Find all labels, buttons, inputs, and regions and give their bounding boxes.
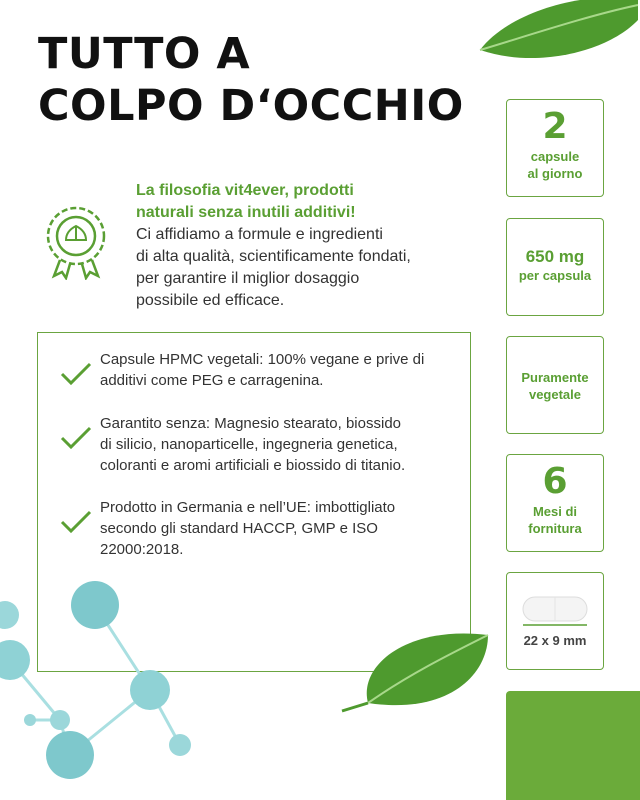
feature-item xyxy=(58,497,458,560)
feature-line: additivi come PEG e carragenina. xyxy=(100,372,324,389)
feature-item xyxy=(58,349,458,391)
title-line-2: COLPO D‘OCCHIO xyxy=(38,81,464,131)
size-label: 22 x 9 mm xyxy=(523,633,587,648)
intro-headline-2: naturali senza inutili additivi! xyxy=(136,204,356,221)
weight-amount: 650 mg xyxy=(525,247,585,266)
feature-line: Garantito senza: Magnesio stearato, biossido xyxy=(100,415,402,432)
feature-line: secondo gli standard HACCP, GMP e ISO xyxy=(100,520,378,537)
card-weight xyxy=(506,218,604,316)
intro-headline-1: La filosofia vit4ever, prodotti xyxy=(136,182,354,199)
card-size xyxy=(506,572,604,670)
weight-label: per capsula xyxy=(518,268,592,283)
green-block xyxy=(506,691,640,800)
dose-line-2: al giorno xyxy=(527,166,583,181)
supply-line-2: fornitura xyxy=(528,521,582,536)
vegan-line-2: vegetale xyxy=(528,387,582,402)
capsule-icon xyxy=(515,591,595,627)
title-line-1: TUTTO A xyxy=(38,29,251,79)
leaf-icon xyxy=(338,615,498,725)
supply-number: 6 xyxy=(542,461,568,502)
feature-line: 22000:2018. xyxy=(100,541,184,558)
intro-body-2: di alta qualità, scientificamente fondati, xyxy=(136,248,411,265)
vegan-line-1: Puramente xyxy=(521,370,589,385)
card-supply xyxy=(506,454,604,552)
check-icon xyxy=(58,359,94,389)
check-icon xyxy=(58,423,94,453)
intro-body-4: possibile ed efficace. xyxy=(136,292,285,309)
dose-number: 2 xyxy=(542,106,568,147)
check-icon xyxy=(58,507,94,537)
intro-text xyxy=(136,180,466,312)
card-dose xyxy=(506,99,604,197)
feature-line: Capsule HPMC vegetali: 100% vegane e prive di xyxy=(100,351,425,368)
intro-body-1: Ci affidiamo a formule e ingredienti xyxy=(136,226,383,243)
dose-line-1: capsule xyxy=(530,149,580,164)
feature-line: di silicio, nanoparticelle, ingegneria genetica, xyxy=(100,436,398,453)
page-title xyxy=(38,28,508,132)
intro-body-3: per garantire il miglior dosaggio xyxy=(136,270,360,287)
card-vegan xyxy=(506,336,604,434)
feature-line: Prodotto in Germania e nell’UE: imbottigliato xyxy=(100,499,396,516)
supply-line-1: Mesi di xyxy=(532,504,578,519)
quality-badge-icon xyxy=(36,200,116,280)
molecule-icon xyxy=(0,560,240,800)
feature-line: coloranti e aromi artificiali e biossido di titanio. xyxy=(100,457,406,474)
feature-item xyxy=(58,413,458,476)
